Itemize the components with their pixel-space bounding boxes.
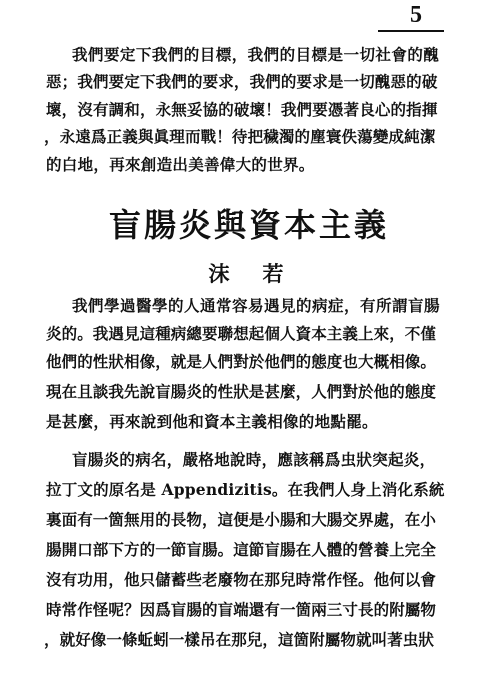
intro-line: 壞，沒有調和，永無妥協的破壞！我們要憑著良心的指揮: [46, 100, 438, 119]
article-author: 沫 若: [208, 261, 290, 286]
intro-line: 我們要定下我們的目標，我們的目標是一切社會的醜: [72, 45, 440, 64]
body-line: ，就好像一條蚯蚓一樣吊在那兒，這箇附屬物就叫著虫狀: [44, 630, 435, 649]
body-line: 我們學過醫學的人通常容易遇見的病症，有所謂盲腸: [72, 296, 441, 315]
body-line: 是甚麼，再來說到他和資本主義相像的地點罷。: [46, 412, 378, 431]
body-line: 沒有功用，他只儲蓄些老廢物在那兒時常作怪。他何以會: [46, 570, 437, 589]
body-line: 拉丁文的原名是 Appendizitis。在我們人身上消化系統: [46, 480, 445, 499]
body-line: 裏面有一箇無用的長物，這便是小腸和大腸交界處，在小: [46, 510, 437, 529]
intro-line: 的白地，再來創造出美善偉大的世界。: [46, 155, 315, 174]
body-line: 腸開口部下方的一節盲腸。這節盲腸在人體的營養上完全: [46, 540, 437, 559]
intro-line: 惡；我們要定下我們的要求，我們的要求是一切醜惡的破: [46, 72, 438, 91]
body-line: 時常作怪呢？因爲盲腸的盲端還有一箇兩三寸長的附屬物: [46, 600, 437, 619]
body-line: 炎的。我遇見這種病總要聯想起個人資本主義上來，不僅: [46, 324, 437, 343]
body-line: 他們的性狀相像，就是人們對於他們的態度也大概相像。: [46, 352, 437, 371]
intro-line: ，永遠爲正義與眞理而戰！待把穢濁的塵寰佚蕩變成純潔: [44, 127, 436, 146]
body-line: 盲腸炎的病名，嚴格地說時，應該稱爲虫狀突起炎，: [72, 450, 436, 469]
page-number-underline: [378, 30, 444, 32]
article-title: 盲腸炎與資本主義: [108, 206, 389, 244]
body-line: 現在且談我先說盲腸炎的性狀是甚麼，人們對於他的態度: [46, 382, 437, 401]
page-number: 5: [410, 2, 422, 28]
